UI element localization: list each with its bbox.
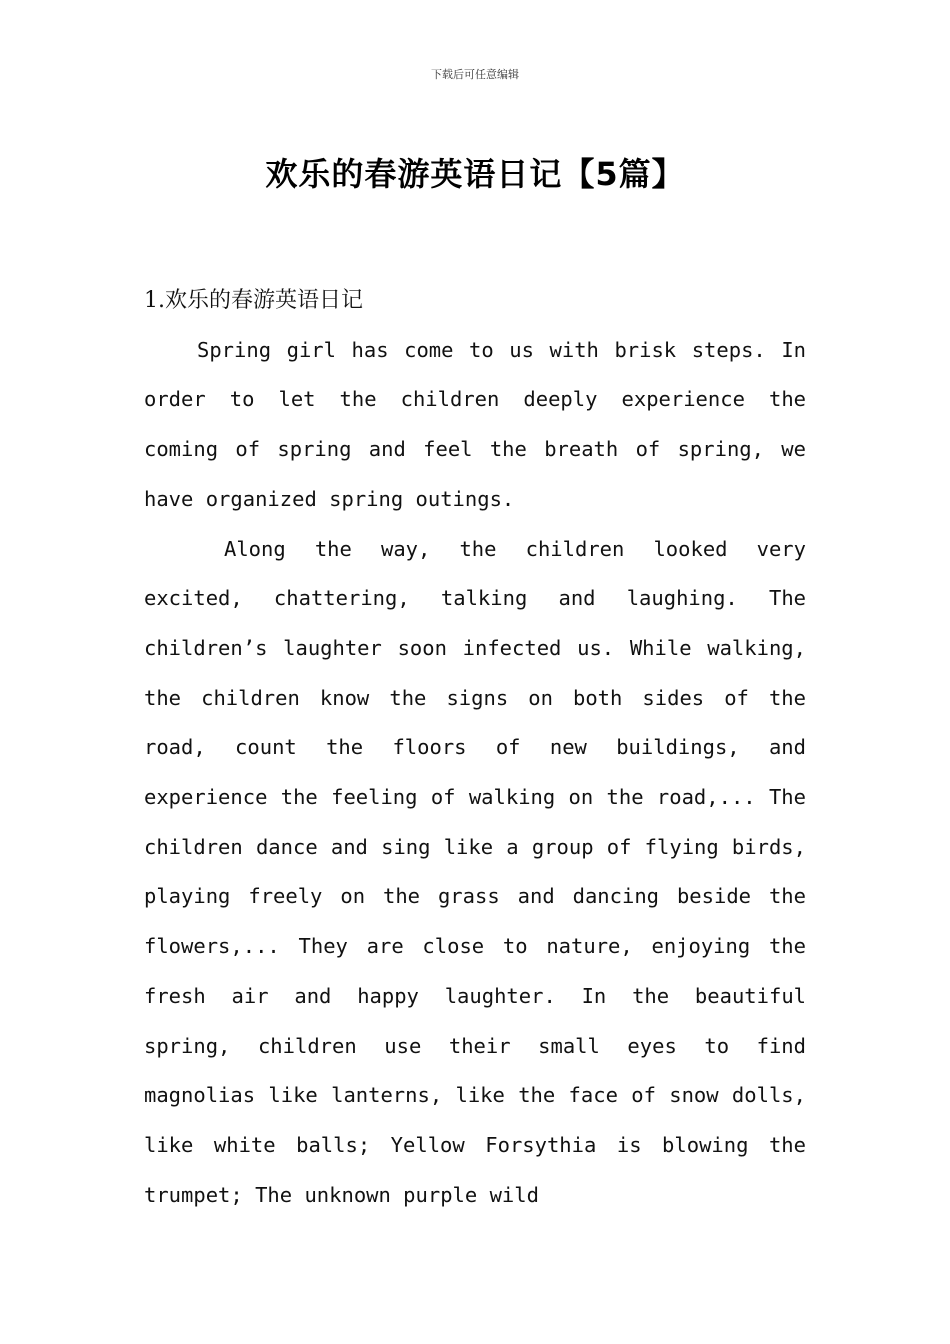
paragraph-2: Along the way, the children looked very excited, chattering, talking and laughing. The children’s laughter soon infected us. While walking, the children know the signs on both sides of the road, count the floors of new buildings, and experience the feeling of walking on the road,... The children dance and sing like a group of flying birds, playing freely on the grass and dancing beside the flowers,... They are close to nature, enjoying the fresh air and happy laughter. In the beautiful spring, children use their small eyes to find magnolias like lanterns, like the face of snow dolls, like white balls; Yellow Forsythia is blowing the trumpet; The unknown purple wild: [144, 536, 806, 1207]
document-title: 欢乐的春游英语日记【5篇】: [265, 155, 685, 194]
section-heading: 1.欢乐的春游英语日记: [144, 288, 363, 313]
header-note: 下载后可任意编辑: [431, 68, 519, 81]
paragraph-1: Spring girl has come to us with brisk steps. In order to let the children deeply experience the coming of spring and feel the breath of spring, we have organized spring outings.: [144, 337, 806, 511]
document-body: [144, 276, 806, 1220]
